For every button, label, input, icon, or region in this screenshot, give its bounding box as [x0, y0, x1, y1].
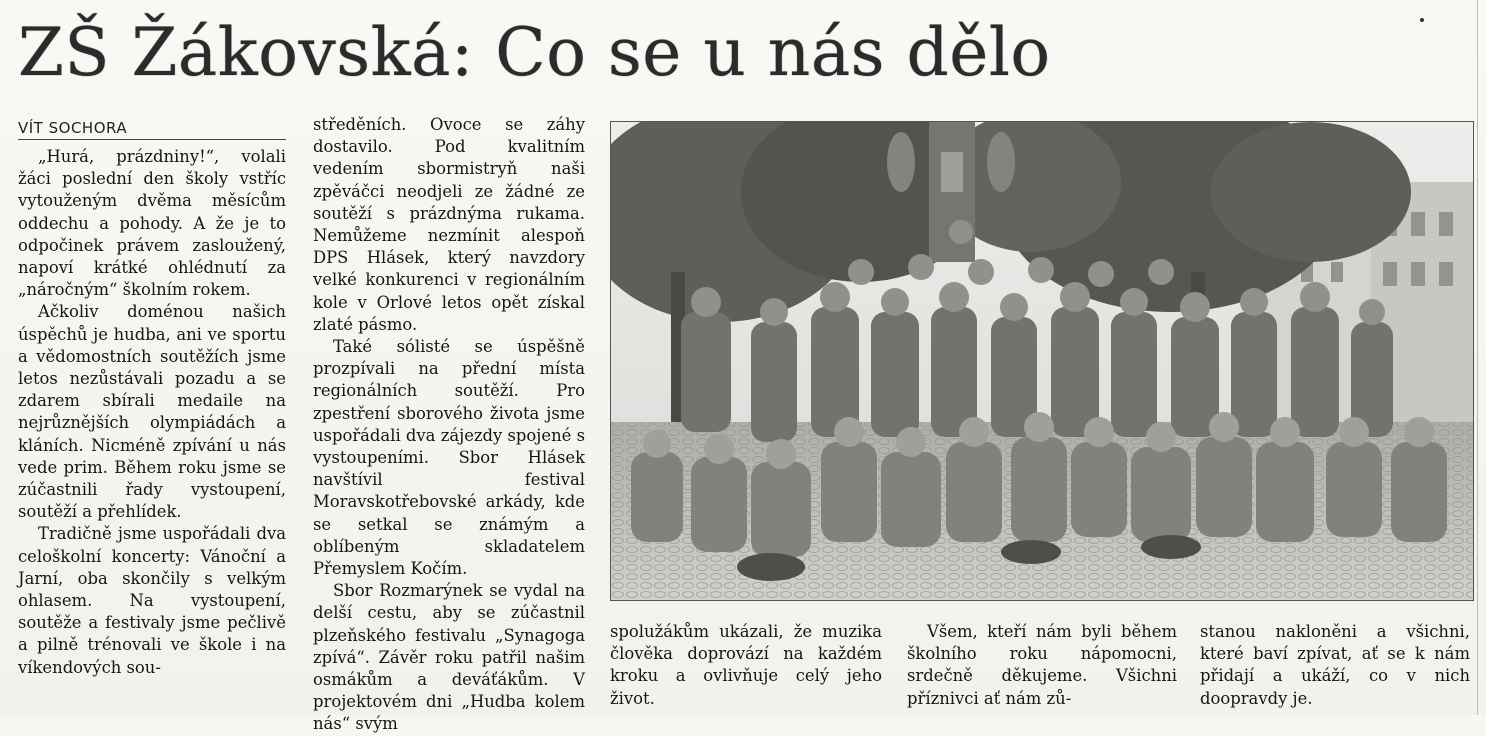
- article-column-2: [313, 114, 585, 736]
- photo-image: [611, 122, 1473, 600]
- paragraph: spolužákům ukázali, že muzika člověka doprovází na každém kroku a ovlivňuje celý jeho život.: [610, 622, 882, 708]
- byline: VÍT SOCHORA: [18, 118, 286, 140]
- paragraph: Ačkoliv doménou našich úspěchů je hudba, ani ve sportu a vědomostních soutěžích jsme letos nezůstávali pozadu a se zdarem sbírali medaile na nejrůznějších olympiádách a kláních. Nicméně zpívání u nás vede prim. Během roku jsme se zúčastnili řady vystoupení, soutěží a přehlídek.: [18, 302, 286, 522]
- article-column-3: [610, 621, 882, 710]
- paragraph: Sbor Rozmarýnek se vydal na delší cestu, aby se zúčastnil plzeňského festivalu „Synagoga zpívá“. Závěr roku patřil našim osmákům a deváťákům. V projektovém dni „Hudba kolem nás“ svým: [313, 581, 585, 734]
- group-photo: [610, 121, 1474, 601]
- paragraph: stanou nakloněni a všichni, které baví zpívat, ať se k nám přidají a ukáží, co v nich doopravdy je.: [1200, 622, 1470, 708]
- article-column-4: [907, 621, 1177, 710]
- print-speck: [1420, 18, 1424, 22]
- paragraph: středěních. Ovoce se záhy dostavilo. Pod kvalitním vedením sbormistryň naši zpěváčci neodjeli ze žádné ze soutěží s prázdnýma rukama. Nemůžeme nezmínit alespoň DPS Hlásek, který navzdory velké konkurenci v regionálním kole v Orlové letos opět získal zlaté pásmo.: [313, 115, 585, 334]
- paragraph: Všem, kteří nám byli během školního roku nápomocni, srdečně děkujeme. Všichni příznivci ať nám zů-: [907, 622, 1177, 708]
- article-column-1: [18, 146, 286, 679]
- paragraph: „Hurá, prázdniny!“, volali žáci poslední den školy vstříc vytouženým dvěma měsícům oddechu a pohody. A že je to odpočinek právem zasloužený, napoví krátké ohlédnutí za „náročným“ školním rokem.: [18, 147, 286, 300]
- paragraph: Tradičně jsme uspořádali dva celoškolní koncerty: Vánoční a Jarní, oba skončily s velkým ohlasem. Na vystoupení, soutěže a festivaly jsme pečlivě a pilně trénovali ve škole i na víkendových sou-: [18, 524, 286, 677]
- paragraph: Také sólisté se úspěšně prozpívali na přední místa regionálních soutěží. Pro zpestření sborového života jsme uspořádali dva zájezdy spojené s vystoupeními. Sbor Hlásek navštívil festival Moravskotřebovské arkády, kde se setkal se známým a oblíbeným skladatelem Přemyslem Kočím.: [313, 337, 585, 579]
- article-column-5: [1200, 621, 1470, 710]
- page-edge-rule: [1477, 0, 1478, 715]
- headline: ZŠ Žákovská: Co se u nás dělo: [18, 14, 1051, 91]
